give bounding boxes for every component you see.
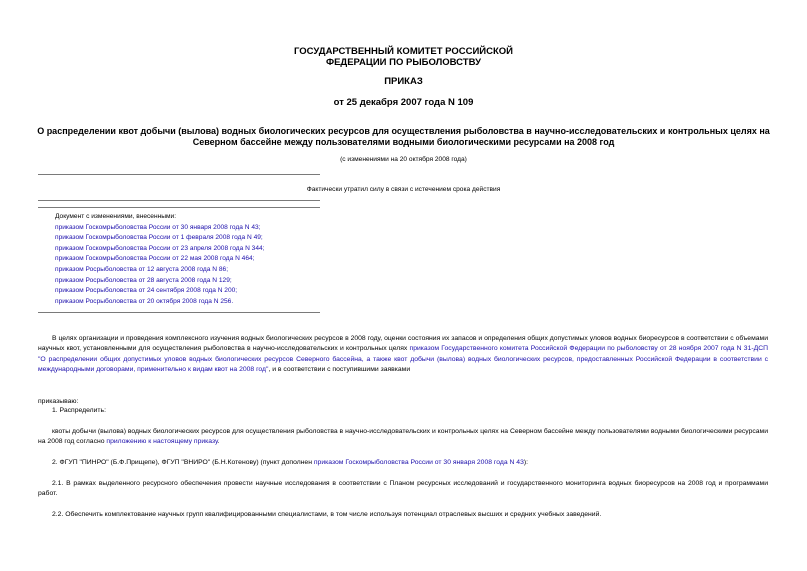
- item-2: [38, 458, 768, 468]
- change-link[interactable]: приказом Росрыболовства от 20 октября 2008 года N 256.: [55, 297, 234, 305]
- item-1-text-body: квоты добычи (вылова) водных биологических ресурсов для осуществления рыболовства в научно-исследовательских и контрольных целях на Северном бассейне между пользователями водными биологическими ресурсами на 2008 год согласно: [38, 428, 768, 446]
- appendix-link[interactable]: приложению к настоящему приказу: [106, 438, 218, 446]
- change-link[interactable]: приказом Госкомрыболовства России от 1 февраля 2008 года N 49;: [55, 234, 263, 242]
- preamble-link[interactable]: приказом Государственного комитета Российской Федерации по рыболовству от 28 ноября 2007 года N 31-ДСП "О распределении общих допустимых уловов водных биологических ресурсов Северного бассейна, а также квот добычи (вылова) водных биологических ресурсов, предоставленных Российской Федерации в соответствии с международными договорами, применительно к видам квот на 2008 год": [38, 345, 769, 373]
- doc-title-line-2: Северном бассейне между пользователями водными биологическими ресурсами на 2008 год: [192, 137, 615, 147]
- changes-list: [55, 212, 355, 307]
- doc-type: ПРИКАЗ: [384, 76, 423, 87]
- committee-line-1: ГОСУДАРСТВЕННЫЙ КОМИТЕТ РОССИЙСКОЙ: [293, 46, 514, 57]
- item-1-text: [38, 427, 768, 448]
- item-2-link[interactable]: приказом Госкомрыболовства России от 30 января 2008 года N 43: [313, 459, 524, 466]
- preamble-text-end: , и в соответствии с поступившими заявками: [268, 365, 411, 373]
- divider: [38, 174, 320, 175]
- amendment-note: (с изменениями на 20 октября 2008 года): [340, 156, 467, 163]
- item-1: 1. Распределить:: [52, 407, 106, 414]
- item-1-text-end: .: [217, 438, 220, 446]
- change-link[interactable]: приказом Госкомрыболовства России от 23 апреля 2008 года N 344;: [55, 244, 265, 252]
- change-link[interactable]: приказом Росрыболовства от 28 августа 2008 года N 129;: [55, 276, 232, 284]
- item-2-text: 2. ФГУП "ПИНРО" (Б.Ф.Прищепе), ФГУП "ВНИРО" (Б.Н.Котенову) (пункт дополнен: [52, 459, 314, 466]
- divider: [38, 200, 320, 201]
- doc-title-line-1: О распределении квот добычи (вылова) водных биологических ресурсов для осуществления рыболовства в научно-исследовательских и контрольных целях на: [37, 126, 770, 136]
- item-2-text-end: ):: [523, 459, 529, 466]
- divider: [38, 312, 320, 313]
- committee-name: [0, 46, 807, 68]
- preamble-text: В целях организации и проведения комплексного изучения водных биологических ресурсов в 2008 году, оценки состояния их запасов и определения общих допустимых уловов водных биоресурсов в соответствии с объемами научных квот, установленными для осуществления рыболовства в научно-исследовательских и контрольных целях: [38, 335, 768, 353]
- change-link[interactable]: приказом Росрыболовства от 12 августа 2008 года N 86;: [55, 265, 229, 273]
- divider: [38, 207, 320, 208]
- changes-heading: Документ с изменениями, внесенными:: [55, 213, 177, 220]
- order-word: приказываю:: [38, 398, 79, 405]
- item-2-2: 2.2. Обеспечить комплектование научных групп квалифицированными специалистами, в том числе используя потенциал отраслевых высших и средних учебных заведений.: [52, 511, 602, 518]
- item-2-1: 2.1. В рамках выделенного ресурсного обеспечения провести научные исследования в соответствии с Планом ресурсных исследований и государственного мониторинга водных биоресурсов на 2008 год и программами работ.: [38, 480, 768, 498]
- doc-date: от 25 декабря 2007 года N 109: [333, 97, 474, 108]
- doc-title: [0, 126, 807, 148]
- status-note: Фактически утратил силу в связи с истечением срока действия: [306, 186, 501, 193]
- committee-line-2: ФЕДЕРАЦИИ ПО РЫБОЛОВСТВУ: [325, 57, 481, 68]
- change-link[interactable]: приказом Росрыболовства от 24 сентября 2008 года N 200;: [55, 287, 238, 295]
- change-link[interactable]: приказом Госкомрыболовства России от 30 января 2008 года N 43;: [55, 223, 261, 231]
- change-link[interactable]: приказом Госкомрыболовства России от 22 мая 2008 года N 464;: [55, 255, 255, 263]
- preamble-paragraph: [38, 334, 768, 375]
